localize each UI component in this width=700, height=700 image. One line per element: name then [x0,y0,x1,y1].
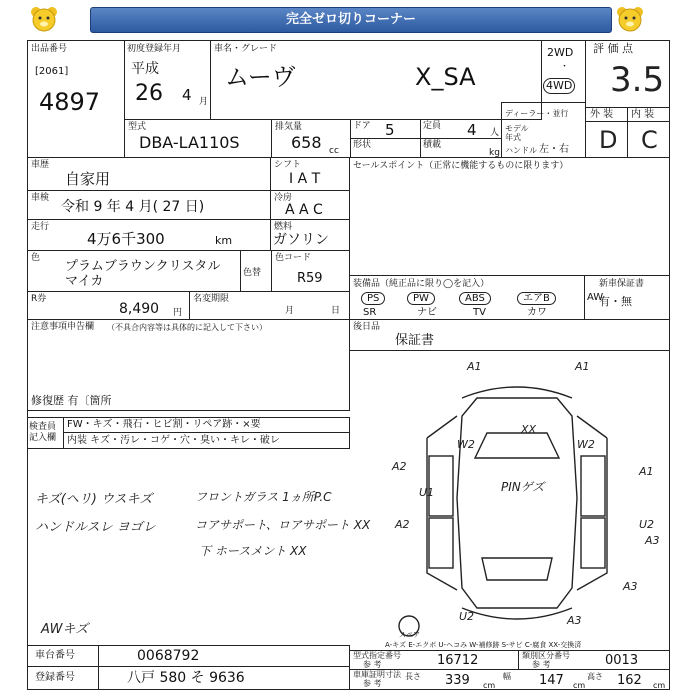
damage-mark: A3 [623,580,638,593]
aircon-value: A A C [285,202,323,218]
equip-sr: SR [363,307,377,318]
damage-mark: A1 [467,360,482,373]
rear-bumper-outline [462,608,572,619]
fuel-label: 燃料 [274,222,293,232]
equipment-label: 装備品（純正品に限り◯を記入） [353,279,490,289]
dimensions-sub: 参 考 [363,679,382,688]
history-value: 自家用 [65,170,111,188]
length-label: 長さ [405,672,421,681]
shift-value: I A T [289,171,321,187]
first-reg-year: 26 [135,81,163,106]
page-header-title: 完全ゼロ切りコーナー [90,7,612,33]
color-value-1: プラムブラウンクリスタル [65,259,221,274]
plate-label: 登録番号 [35,672,75,683]
inspection-label: 車検 [31,193,50,203]
damage-legend: A-キズ E-エクボ U-ヘコみ W-補修跡 S-サビ C-腐食 XX-交換済 [385,641,582,649]
history-cell [27,157,271,191]
exterior-label: 外 装 [590,109,614,120]
deadline-month-unit: 月 [285,306,295,316]
registration-deadline-label: 名変期限 [193,294,230,304]
doors-value: 5 [385,121,395,139]
car-grade: X_SA [415,63,476,91]
width-label: 幅 [503,672,511,681]
damage-mark: A1 [639,465,654,478]
front-bumper-outline [462,387,572,398]
sales-point-label: セールスポイント（正常に機能するものに限ります） [353,161,569,171]
class-number-sub: 参 考 [532,660,551,669]
color-code-label: 色コード [275,253,312,263]
handwritten-note-5: 下 ホースメント XX [199,544,307,558]
doors-label: ドア [353,121,371,131]
first-reg-month: 4 [182,86,192,104]
handwritten-diagram-note: PINゲズ [501,480,545,494]
bear-logo-left [30,6,58,32]
handwritten-note-3: フロントガラス 1ヵ所P.C [195,490,332,504]
capacity-value: 4 [467,121,477,139]
attachments-label: 後日品 [353,322,381,332]
inspector-label: 検査員 記入欄 [29,422,57,443]
exterior-grade: D [599,126,618,154]
car-top-outline [457,398,577,608]
damage-mark: A2 [395,518,410,531]
capacity-label: 定員 [423,121,442,131]
new-warranty-label: 新車保証書 [599,279,645,289]
equip-ps: PS [361,292,385,305]
windshield-outline [475,433,559,458]
sales-point-cell [349,157,670,276]
damage-mark: A3 [567,614,582,627]
shape-label: 形状 [353,140,372,150]
equip-pw: PW [407,292,435,305]
equip-airbag: エアB [517,292,556,305]
drive-dot: ・ [560,62,570,72]
damage-mark: W2 [457,438,475,451]
model-label: 型式 [128,122,147,132]
mileage-value: 4万6千300 [87,230,165,248]
class-number-label: 類別区分番号 [522,651,570,660]
right-front-door [581,456,605,516]
inspector-row-2: 内装 キズ・汚レ・コゲ・穴・臭い・キレ・破レ [67,435,280,446]
left-rear-door [429,518,453,568]
car-name-label: 車名・グレード [214,44,278,54]
lot-number: 4897 [39,88,101,116]
repair-history: 修復歴 有〔箇所 [31,394,112,407]
bear-logo-right [616,6,644,32]
r-ticket-label: R券 [31,294,47,304]
first-reg-month-unit: 月 [199,97,209,107]
equip-navi: ナビ [417,307,437,318]
displacement-unit: cc [329,146,339,156]
equip-tv: TV [473,307,486,318]
evaluation-score: 3.5 [610,60,665,100]
load-label: 積載 [423,140,442,150]
handwritten-note-1: キズ(ヘリ) ウスキズ [35,492,153,507]
damage-mark: A3 [645,534,660,547]
width-unit: cm [573,681,586,690]
equip-aw: AW [587,292,604,303]
r-ticket-value: 8,490 [119,301,160,317]
shift-label: シフト [274,160,302,170]
lot-code: [2061] [35,66,69,77]
height-unit: cm [653,681,666,690]
color-change-label: 色替 [243,268,262,278]
damage-mark: W2 [577,438,595,451]
auction-sheet [27,40,670,690]
aircon-label: 冷房 [274,193,293,203]
capacity-unit: 人 [490,128,500,138]
inspection-value: 令和 9 年 4 月( 27 日) [61,199,205,215]
color-label: 色 [31,253,41,263]
damage-mark: U2 [639,518,655,531]
handwritten-aw-note: AWキズ [41,622,89,637]
damage-mark: U2 [459,610,475,623]
damage-mark: XX [521,423,537,436]
handwritten-note-4: コアサポート、ロアサポート XX [195,518,371,532]
length-value: 339 [445,673,470,688]
handle-value: 左・右 [539,144,569,155]
width-value: 147 [539,673,564,688]
plate-value: 八戸 580 そ 9636 [127,670,245,686]
drive-2wd: 2WD [547,46,574,59]
mileage-unit: km [215,234,233,247]
handwritten-note-2: ハンドルスレ ヨゴレ [35,520,156,535]
height-label: 高さ [587,672,603,681]
dimensions-label: 車庫証明寸法 [353,670,401,679]
displacement-value: 658 [291,133,322,152]
color-value-2: マイカ [65,274,104,289]
car-name: ムーヴ [225,63,296,91]
notes-label: 注意事項申告欄 [31,322,95,332]
spare-label: スペア [399,631,420,639]
damage-mark: U1 [419,486,435,499]
interior-label: 内 装 [631,109,655,120]
class-number-value: 0013 [605,653,639,668]
evaluation-label: 評 価 点 [593,42,633,55]
r-ticket-cell [27,291,190,320]
car-damage-diagram [367,358,667,646]
color-code: R59 [297,271,323,286]
lot-number-label: 出品番号 [31,44,68,54]
equip-leather: カワ [527,307,547,318]
height-value: 162 [617,673,642,688]
chassis-label: 車台番号 [35,650,75,661]
deadline-day-unit: 日 [331,306,341,316]
dealer-label: ディーラー・並行 [505,109,569,118]
model-year-label: モデル 年式 [505,124,529,142]
handle-label: ハンドル [505,146,537,155]
r-ticket-unit: 円 [173,308,183,318]
drive-4wd: 4WD [543,78,575,94]
first-reg-label: 初度登録年月 [127,44,182,54]
type-designation-value: 16712 [437,653,479,668]
equip-abs: ABS [459,292,491,305]
load-unit: kg [489,148,500,158]
inspector-row-1: FW・キズ・飛石・ヒビ割・リペア跡・×要 [67,419,261,430]
first-reg-era: 平成 [131,61,159,77]
type-designation-sub: 参 考 [363,660,382,669]
model-value: DBA-LA110S [139,133,240,152]
interior-grade: C [641,126,658,154]
mileage-label: 走行 [31,222,50,232]
attachments-value: 保証書 [395,333,435,348]
fuel-value: ガソリン [273,232,329,248]
rear-window-outline [482,558,552,580]
chassis-value: 0068792 [137,648,200,664]
displacement-label: 排気量 [275,122,303,132]
damage-mark: A1 [575,360,590,373]
new-warranty-value: 有・無 [599,295,632,308]
type-designation-label: 型式指定番号 [353,651,401,660]
length-unit: cm [483,681,496,690]
history-label: 車歴 [31,160,50,170]
damage-mark: A2 [392,460,407,473]
right-rear-door [581,518,605,568]
notes-sub: （不具合内容等は具体的に記入して下さい） [107,323,267,332]
